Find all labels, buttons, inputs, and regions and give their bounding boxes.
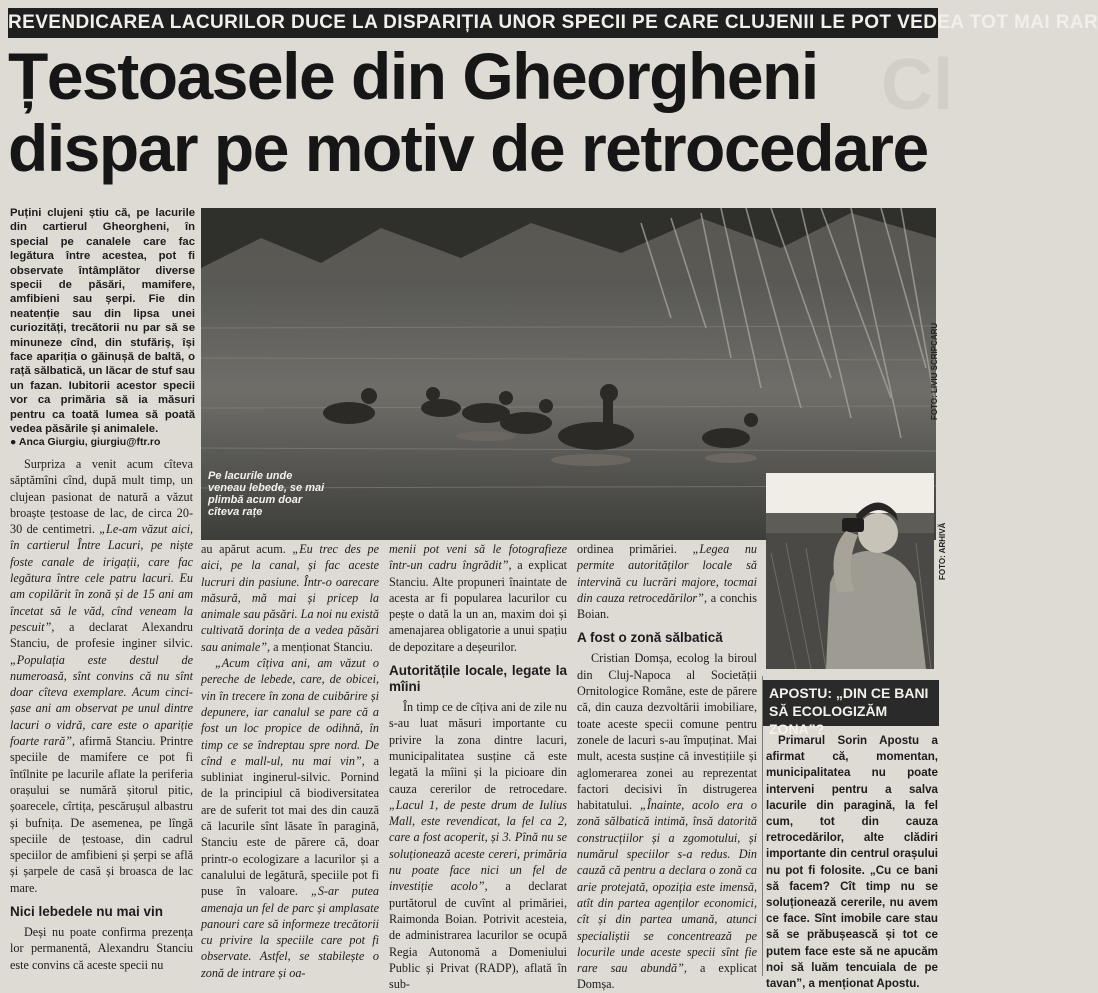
- lead-paragraph: Puțini clujeni știu că, pe lacurile din cartierul Gheorgheni, în special pe canalele care fac legătura între acestea, pot fi observate întâmplător diverse specii de păsări, mamifere, amfibieni sau șerpi. Fie din neatenție sau din lipsa unei curiozități, trecătorii nu par să se minuneze cînd, din stufăriș, își face apariția o găinușă de baltă, o rață sălbatică, un lăcar de stuf sau un fazan. Iubitorii acestor specii vor ca primăria să ia măsuri pentru ca toată lumea să poată vedea păsările și animalele.: [10, 207, 195, 436]
- sidebar-paragraph: Primarul Sorin Apostu a afirmat că, momentan, municipalitatea nu poate interveni pentru a salva lacurile din paragină, la fel cum, tot din cauza retrocedărilor, alte clădiri importante din centrul orașului nu pot fi folosite. „Cu ce bani să facem? Cît timp nu se soluționează cererile, nu avem ce face. Sînt imobile care stau să se prăbușească și tot ce putem face este să ne apucăm noi să luăm tencuiala de pe tavan”, a menționat Apostu.: [766, 734, 938, 991]
- col3-paragraph-1: menii pot veni să le fotografieze într-un cadru îngrădit”, a explicat Stanciu. Alte propuneri înaintate de acesta ar fi popularea lacurilor cu pește o dată la un an, maxim doi și amenajarea obligatorie a unui spațiu de depozitare a deșeurilor.: [389, 542, 567, 654]
- col4-paragraph-2: Cristian Domșa, ecolog la biroul din Cluj-Napoca al Societății Ornitologice Române, este de părere că, din cauza dezvoltării imobiliare, toate aceste specii comune pentru zonele de lacuri s-au împuținat. Mai mult, acesta susține că investițiile și aglomerarea zonei au reprezentat factori decisivi în distrugerea habitatului. „Înainte, acolo era o zonă sălbatică intimă, însă datorită construcțiilor și a zgomotului, și numărul speciilor s-a redus. Din cauză că pentru a declara o zonă ca arie protejată, opoziția este imensă, atît din partea agenților economici, cît și din partea umană, atunci specialiștii se concentrează pe locurile unde aceste specii sînt fie rare sau abundă”, a explicat Domșa.: [577, 651, 757, 992]
- col1-paragraph-1: Surpriza a venit acum cîteva săptămîni cînd, după mult timp, un clujean pasionat de natură a văzut broaște țestoase de lac, de circa 20-30 de centimetri. „Le-am văzut aici, în cartierul Între Lacuri, pe niște foste canale de irigații, care fac legătura între cele patru lacuri. Eu am copilărit în zonă și de 15 ani am încetat să le văd, cînd veneam la pescuit”, a declarat Alexandru Stanciu, de profesie inginer silvic. „Populația este destul de numeroasă, sînt convins că nu sînt doar cîteva exemplare. Acum cinci-șase ani am observat pe unul dintre lacuri o vidră, care este o apariție foarte rară”, afirmă Stanciu. Printre speciile de mamifere ce pot fi întîlnite pe lacurile aflate la periferia orașului se numără șitorul pitic, șoarecele, cîrtița, pescărușul albastru și bufnița. De asemenea, pe lîngă speciile de țestoase, din cadrul speciilor de amfibieni și șerpi se află și șarpele de casă și broasca de lac mare.: [10, 457, 193, 895]
- col2-paragraph-1: au apărut acum. „Eu trec des pe aici, pe la canal, și fac aceste lucruri din pasiune. Într-o oarecare măsură, mă mai și pricep la animale sau păsări. La noi nu există cultivată dorința de a vedea păsări sau animale”, a menționat Stanciu.: [201, 542, 379, 654]
- column-divider: [762, 676, 763, 976]
- col4-paragraph-1: ordinea primăriei. „Legea nu permite autorităților locale să intervină cu lucrări majore, tocmai din cauza retrocedărilor”, a conchis Boian.: [577, 542, 758, 622]
- subheading-lebede: Nici lebedele nu mai vin: [10, 904, 164, 920]
- col2-paragraph-2: „Acum cîțiva ani, am văzut o pereche de lebede, care, de obicei, vin în trecere în zona de cuibărire și depunere, iar canalul se pare că a fost un loc propice de odihnă, în timp ce se îndreptau spre nord. De cînd e mall-ul, nu mai vin”, a subliniat inginerul-silvic. Pornind de la principiul că biodiversitatea are de suferit tot mai des din cauză că lacurile sînt lăsate în paragină, Stanciu este de părere că, doar printr-o ecologizare a lacurilor și a canalului de legătură, speciile pot fi puse în valoare. „S-ar putea amenaja un fel de parc și amplasate panouri care să informeze trecătorii cu privire la speciile care pot fi observate. Astfel, se stabilește o zonă de intrare și oa-: [201, 656, 379, 980]
- subheading-zona-salbatica: A fost o zonă sălbatică: [577, 630, 723, 646]
- sidebar-title: APOSTU: „DIN CE BANI SĂ ECOLOGIZĂM ZONA”?: [763, 680, 939, 726]
- headline-line-2: dispar pe motiv de retrocedare: [8, 111, 928, 185]
- article-column-3: [389, 541, 567, 992]
- kicker-banner: REVENDICAREA LACURILOR DUCE LA DISPARIȚIA UNOR SPECII PE CARE CLUJENII LE POT VEDEA TOT MAI RAR: [8, 8, 938, 38]
- sidebar-body: [766, 733, 938, 992]
- article-column-2: [201, 541, 379, 981]
- side-photo-birdwatcher: [766, 473, 934, 669]
- birdwatcher-illustration: [766, 473, 934, 669]
- byline: ● Anca Giurgiu, giurgiu@ftr.ro: [10, 436, 161, 448]
- main-photo-caption: Pe lacurile unde veneau lebede, se mai plimbă acum doar cîteva rațe: [208, 470, 325, 518]
- col1-paragraph-2: Deși nu poate confirma prezența lor permanentă, Alexandru Stanciu este convins că aceste specii nu: [10, 925, 193, 972]
- subheading-autoritati: Autoritățile locale, legate la mîini: [389, 663, 567, 695]
- main-photo-credit: FOTO: LIVIU SCRIPCARU: [930, 322, 939, 420]
- article-column-4: [577, 541, 757, 993]
- col3-paragraph-2: În timp ce de cîțiva ani de zile nu s-au luat măsuri importante cu privire la zona dintre lacuri, municipalitatea susține că este legată la mîini și la picioare din cauza cererilor de retrocedare. „Lacul 1, de peste drum de Iulius Mall, este revendicat, la fel ca 2, care a fost acoperit, și 3. Pînă nu se soluționează aceste cereri, primăria nu poate face nici un fel de investiție acolo”, a declarat purtătorul de cuvînt al primăriei, Raimonda Boian. Potrivit acesteia, de administrarea lacurilor se ocupă Regia Autonomă a Domeniului Public și Privat (RADP), aflată în sub-: [389, 700, 567, 992]
- article-column-1: [10, 456, 193, 973]
- headline: [8, 40, 943, 184]
- adjacent-page-fragment: Cl: [881, 45, 953, 125]
- side-photo-credit: FOTO: ARHIVĂ: [938, 522, 947, 580]
- headline-line-1: Țestoasele din Gheorgheni: [8, 39, 818, 113]
